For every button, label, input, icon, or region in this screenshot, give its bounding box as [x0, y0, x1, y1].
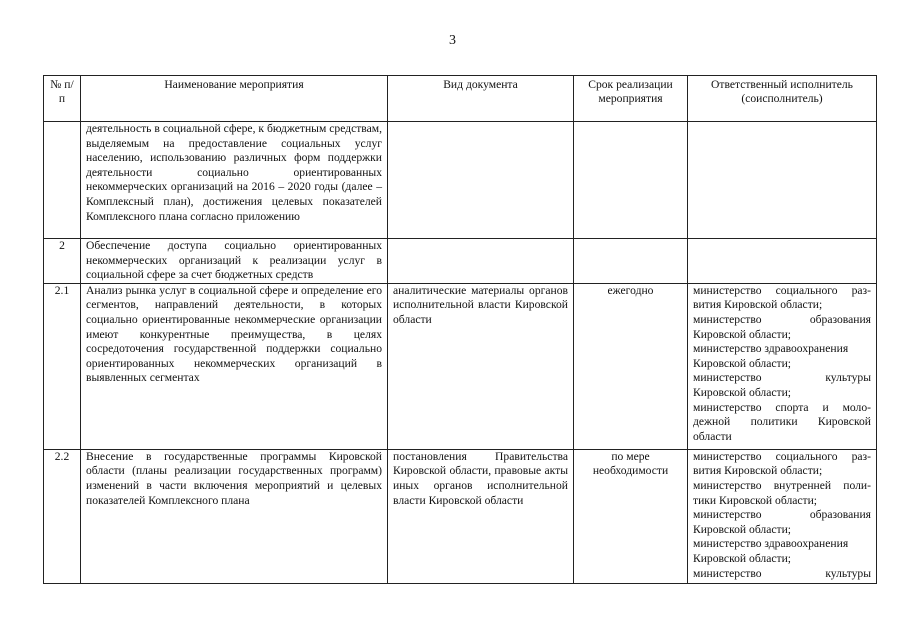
table-row — [44, 122, 877, 239]
header-num: № п/п — [44, 76, 81, 122]
document-type: аналитические материалы органов исполнительной власти Кировской области — [388, 283, 574, 449]
table-row — [44, 449, 877, 583]
responsible-line: тики Кировской области; — [693, 493, 818, 507]
responsible-executor — [688, 283, 877, 449]
responsible-line: Кировской области; — [693, 327, 792, 341]
responsible-line: Кировской области; — [693, 551, 792, 565]
deadline — [574, 239, 688, 284]
table-row — [44, 283, 877, 449]
responsible-line: вития Кировской области; — [693, 298, 823, 312]
responsible-line: министерство внутренней поли- — [693, 478, 871, 492]
responsible-line: министерство здравоохранения — [693, 537, 849, 551]
row-number: 2.2 — [44, 449, 81, 583]
deadline — [574, 122, 688, 239]
page-number: 3 — [449, 33, 456, 48]
responsible-line: министерство культуры — [693, 371, 871, 385]
activity-name: Анализ рынка услуг в социальной сфере и определение его сегментов, направлений деятельности, в которых социально ориентированные некоммерческие организации имеют конкурентные преимущества, в целях сосредоточения государственной поддержки социально ориентированных некоммерческих организаций в выявленных сегментах — [81, 283, 388, 449]
plan-table — [43, 75, 877, 584]
responsible-executor — [688, 449, 877, 583]
responsible-line: министерство спорта и моло- — [693, 400, 871, 414]
row-number — [44, 122, 81, 239]
responsible-line: вития Кировской области; — [693, 464, 823, 478]
responsible-line: министерство культуры — [693, 566, 871, 580]
deadline: ежегодно — [574, 283, 688, 449]
responsible-line: Кировской области; — [693, 356, 792, 370]
responsible-executor — [688, 122, 877, 239]
responsible-line: министерство здравоохранения — [693, 342, 849, 356]
responsible-line: Кировской области; — [693, 385, 792, 399]
row-number: 2.1 — [44, 283, 81, 449]
activity-name: Обеспечение доступа социально ориентированных некоммерческих организаций к реализации услуг в социальной сфере за счет бюджетных средств — [81, 239, 388, 284]
table-header-row — [44, 76, 877, 122]
row-number: 2 — [44, 239, 81, 284]
header-resp: Ответственный исполнитель (соисполнитель) — [688, 76, 877, 122]
responsible-line: министерство образования — [693, 508, 871, 522]
responsible-executor — [688, 239, 877, 284]
document-type — [388, 239, 574, 284]
document-type: постановления Правительства Кировской области, правовые акты иных органов исполнительной власти Кировской области — [388, 449, 574, 583]
responsible-line: министерство социального раз- — [693, 283, 871, 297]
deadline: по мере необходимости — [574, 449, 688, 583]
header-name: Наименование мероприятия — [81, 76, 388, 122]
responsible-line: министерство социального раз- — [693, 449, 871, 463]
header-doc: Вид документа — [388, 76, 574, 122]
responsible-line: дежной политики Кировской — [693, 415, 871, 429]
responsible-line: министерство образования — [693, 312, 871, 326]
header-term: Срок реализации мероприятия — [574, 76, 688, 122]
document-type — [388, 122, 574, 239]
responsible-line: области — [693, 429, 732, 443]
activity-name: деятельность в социальной сфере, к бюджетным средствам, выделяемым на предоставление социальных услуг населению, использованию различных форм поддержки деятельности социально ориентированных некоммерческих организаций на 2016 – 2020 годы (далее – Комплексный план), достижения целевых показателей Комплексного плана согласно приложению — [81, 122, 388, 239]
table-row — [44, 239, 877, 284]
activity-name: Внесение в государственные программы Кировской области (планы реализации государственных программ) изменений в части включения мероприятий и целевых показателей Комплексного плана — [81, 449, 388, 583]
responsible-line: Кировской области; — [693, 522, 792, 536]
